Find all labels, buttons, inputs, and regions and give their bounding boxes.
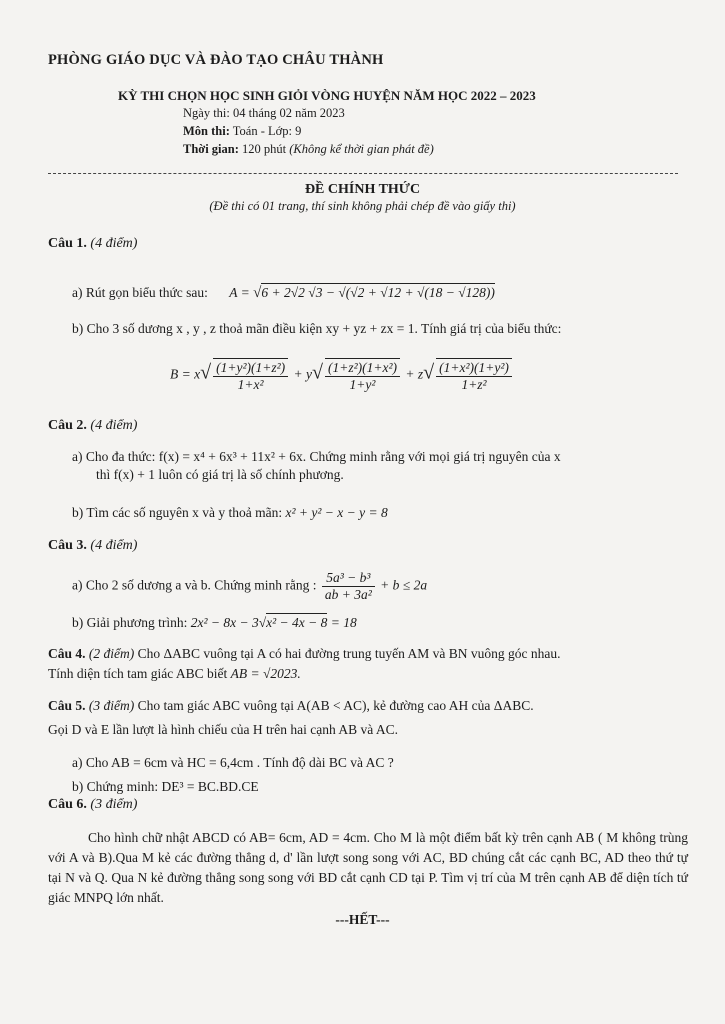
question-2-heading: Câu 2. (4 điểm) [48, 418, 138, 433]
official-note: (Đề thi có 01 trang, thí sinh không phải chép đề vào giấy thi) [209, 199, 516, 213]
question-6-paragraph: Cho hình chữ nhật ABCD có AB= 6cm, AD = 4cm. Cho M là một điểm bất kỳ trên cạnh AB ( M không trùng với A và B).Qua M kẻ các đường thẳng d, d' lần lượt song song với AC, BD chúng cắt các cạnh BC, AD theo thứ tự tại N và Q. Qua N kẻ đường thẳng song song với BD cắt cạnh CD tại P. Tìm vị trí của M trên cạnh AB để diện tích tứ giác MNPQ lớn nhất. [48, 830, 688, 905]
question-4-line-2: Tính diện tích tam giác ABC biết AB = √2023. [48, 666, 301, 681]
question-3a: a) Cho 2 số dương a và b. Chứng minh rằng : $\frac{\text{5a³ − b³}}{\text{ab + 3a²}}$ + b ≤ 2a [72, 570, 428, 602]
question-3-heading: Câu 3. (4 điểm) [48, 538, 138, 553]
exam-subject: Môn thi: Toán - Lớp: 9 [183, 124, 302, 138]
question-1-heading: Câu 1. (4 điểm) [48, 236, 138, 251]
exam-time: Thời gian: 120 phút (Không kể thời gian phát đề) [183, 142, 434, 156]
question-2b: b) Tìm các số nguyên x và y thoả mãn: x² + y² − x − y = 8 [72, 505, 388, 520]
question-5-line-1: Câu 5. (3 điểm) Cho tam giác ABC vuông tại A(AB < AC), kẻ đường cao AH của ΔABC. [48, 698, 534, 713]
question-5a: a) Cho AB = 6cm và HC = 6,4cm . Tính độ dài BC và AC ? [72, 755, 394, 770]
exam-title: KỲ THI CHỌN HỌC SINH GIỎI VÒNG HUYỆN NĂM HỌC 2022 – 2023 [118, 88, 536, 103]
question-3b: b) Giải phương trình: 2x² − 8x − 3√x² − 4x − 8 = 18 [72, 615, 357, 630]
header-divider [48, 173, 678, 174]
question-2a-line-2: thì f(x) + 1 luôn có giá trị là số chính phương. [96, 467, 344, 482]
question-1b: b) Cho 3 số dương x , y , z thoả mãn điều kiện xy + yz + zx = 1. Tính giá trị của biểu thức: [72, 321, 562, 336]
question-1b-expression: B = x√ $\frac{\text{(1+y²)(1+z²)}}{\text{1+x²}}$ + y√ $\frac{\text{(1+z²)(1+x²)}}{\text{1+y²}}$ + z√ $\frac{\text{(1+x²)(1+y²)}}{\text{1+z²}}$ [170, 358, 514, 393]
question-5b: b) Chứng minh: DE³ = BC.BD.CE [72, 779, 259, 794]
question-4-line-1: Câu 4. (2 điểm) Cho ΔABC vuông tại A có hai đường trung tuyến AM và BN vuông góc nhau. [48, 646, 561, 661]
question-1a: a) Rút gọn biểu thức sau: A = √6 + 2√2 √3 − √(√2 + √12 + √(18 − √128)) [72, 285, 495, 301]
end-mark: ---HẾT--- [335, 912, 390, 927]
question-5-line-2: Gọi D và E lần lượt là hình chiếu của H trên hai cạnh AB và AC. [48, 722, 398, 737]
exam-date: Ngày thi: 04 tháng 02 năm 2023 [183, 106, 345, 120]
question-2a-line-1: a) Cho đa thức: f(x) = x⁴ + 6x³ + 11x² + 6x. Chứng minh rằng với mọi giá trị nguyên của x [72, 449, 561, 464]
question-6-heading: Câu 6. (3 điểm) [48, 797, 138, 812]
department-heading: PHÒNG GIÁO DỤC VÀ ĐÀO TẠO CHÂU THÀNH [48, 52, 384, 68]
q1a-expression: 6 + 2√2 √3 − √(√2 + √12 + √(18 − √128)) [261, 285, 495, 300]
official-label: ĐỀ CHÍNH THỨC [304, 182, 421, 197]
